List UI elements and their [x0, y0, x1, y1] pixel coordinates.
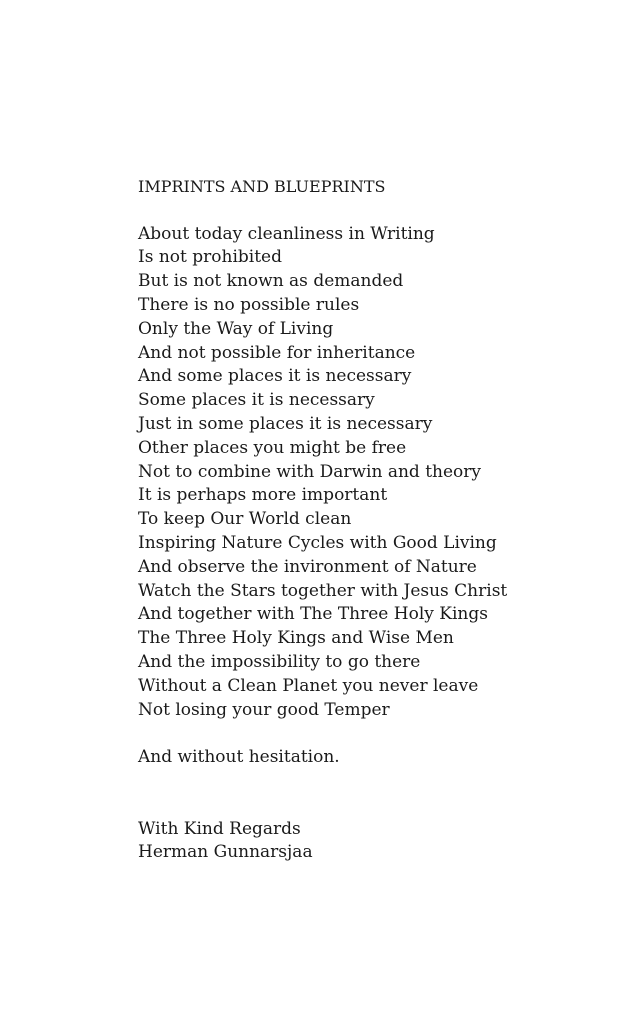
poem-line: The Three Holy Kings and Wise Men [138, 628, 454, 649]
poem-line: Is not prohibited [138, 247, 282, 268]
poem-line: It is perhaps more important [138, 485, 388, 506]
poem-line: Watch the Stars together with Jesus Christ [138, 580, 508, 601]
poem-stanza [138, 223, 608, 723]
poem-line: And together with The Three Holy Kings [138, 604, 488, 625]
signoff-text: With Kind Regards [138, 818, 301, 839]
author-name: Herman Gunnarsjaa [138, 842, 313, 863]
spacer [138, 199, 608, 223]
poem-title: IMPRINTS AND BLUEPRINTS [138, 177, 386, 196]
poem-line: About today cleanliness in Writing [138, 223, 435, 244]
poem-line: To keep Our World clean [138, 509, 352, 530]
poem-line: Without a Clean Planet you never leave [138, 675, 479, 696]
poem-line: Just in some places it is necessary [138, 413, 433, 434]
poem-line: But is not known as demanded [138, 271, 404, 292]
poem-line: And observe the invironment of Nature [138, 556, 477, 577]
poem-line: Not losing your good Temper [138, 699, 390, 720]
poem-line: There is no possible rules [138, 294, 360, 315]
poem-closing-line: And without hesitation. [138, 747, 340, 768]
poem-line: Other places you might be free [138, 437, 407, 458]
poem-line: Inspiring Nature Cycles with Good Living [138, 532, 497, 553]
poem-line: And some places it is necessary [138, 366, 412, 387]
poem-line: Not to combine with Darwin and theory [138, 461, 482, 482]
poem-line: And not possible for inheritance [138, 342, 416, 363]
poem-line: Some places it is necessary [138, 390, 375, 411]
spacer [138, 722, 608, 746]
poem-line: Only the Way of Living [138, 318, 334, 339]
poem-line: And the impossibility to go there [138, 651, 421, 672]
spacer [138, 770, 608, 818]
poem-text-block [138, 175, 608, 865]
